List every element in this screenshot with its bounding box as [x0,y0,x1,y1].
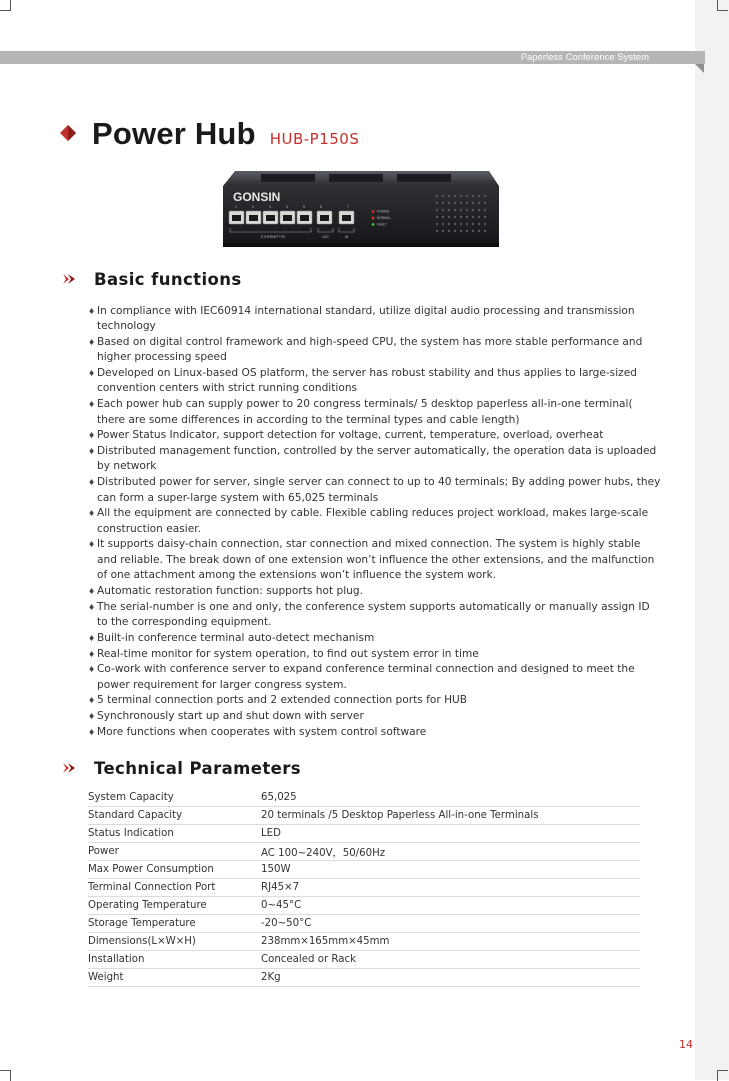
list-item: ♦ Each power hub can supply power to 20 congress terminals/ 5 desktop paperless all-in-one terminal( there are some differences in according to the terminal types and cable length) [88,397,663,428]
crop-mark-top-left [0,0,11,11]
list-item: ♦ Automatic restoration function: supports hot plug. [88,584,663,599]
param-value: 150W [261,861,640,879]
red-diamond-icon [58,124,78,142]
table-row [88,789,640,807]
list-item: ♦ The serial-number is one and only, the conference system supports automatically or manually assign ID to the corresponding equipment. [88,600,663,631]
led-label-normal: NORMAL [377,216,391,220]
page-side-strip [695,0,729,1080]
list-item: ♦ Co-work with conference server to expand conference terminal connection and designed to meet the power requirement for larger congress system. [88,662,663,693]
section-title: Basic functions [94,269,242,289]
list-item: ♦ More functions when cooperates with system control software [88,725,663,740]
param-value: 65,025 [261,789,640,807]
product-name: Power Hub [92,116,256,151]
list-item: ♦ All the equipment are connected by cable. Flexible cabling reduces project workload, makes large-scale construction easier. [88,506,663,537]
list-item: ♦ 5 terminal connection ports and 2 extended connection ports for HUB [88,693,663,708]
table-row [88,969,640,987]
table-row [88,933,640,951]
device-brand-label: GONSIN [233,190,281,204]
header-bar-fold [695,64,704,73]
port-number: 7 [347,205,349,209]
crop-mark-top-right [717,0,728,11]
list-item: ♦ Developed on Linux-based OS platform, the server has robust stability and thus applies to large-sized convention centers with strict running conditions [88,366,663,397]
param-value: Concealed or Rack [261,951,640,969]
param-value: 238mm×165mm×45mm [261,933,640,951]
param-key: Standard Capacity [88,807,261,825]
param-value: AC 100~240V，50/60Hz [261,843,640,861]
table-row [88,807,640,825]
table-row [88,861,640,879]
port-number: 1 [235,205,237,209]
param-key: Power [88,843,261,861]
port-number: 6 [320,205,322,209]
section-title: Technical Parameters [94,758,301,778]
param-value: 20 terminals /5 Desktop Paperless All-in-one Terminals [261,807,640,825]
list-item: ♦ Distributed power for server, single server can connect to up to 40 terminals; By adding power hubs, they can form a super-large system with 65,025 terminals [88,475,663,506]
led-label-power: POWER [377,209,390,214]
port-number: 5 [303,205,305,209]
list-item: ♦ It supports daisy-chain connection, star connection and mixed connection. The system is highly stable and reliable. The break down of one extension won’t influence the other extensions, and the malfunction of one attachment among the extensions won’t influence the system work. [88,537,663,583]
crop-mark-bottom-right [717,1070,728,1081]
port-group-label: OUT [322,235,329,239]
red-arrow-icon [62,762,76,774]
product-model: HUB-P150S [269,130,360,148]
param-key: System Capacity [88,789,261,807]
param-value: 2Kg [261,969,640,987]
param-key: Storage Temperature [88,915,261,933]
table-row [88,897,640,915]
list-item: ♦ Real-time monitor for system operation, to find out system error in time [88,647,663,662]
list-item: ♦ Based on digital control framework and high-speed CPU, the system has more stable performance and higher processing speed [88,335,663,366]
port-group-label: ETHERNET+PS [261,235,286,239]
header-bar [0,51,705,64]
red-arrow-icon [62,273,76,285]
param-value: -20~50°C [261,915,640,933]
list-item: ♦ Power Status Indicator, support detection for voltage, current, temperature, overload, overheat [88,428,663,443]
led-label-fault: FAULT [377,222,387,227]
param-key: Operating Temperature [88,897,261,915]
param-value: RJ45×7 [261,879,640,897]
basic-functions-heading [62,268,242,290]
param-key: Max Power Consumption [88,861,261,879]
port-number: 3 [269,205,271,209]
port-number: 2 [252,205,254,209]
param-key: Terminal Connection Port [88,879,261,897]
table-row [88,879,640,897]
param-value: 0~45°C [261,897,640,915]
param-key: Weight [88,969,261,987]
list-item: ♦ Synchronously start up and shut down with server [88,709,663,724]
port-number: 4 [286,205,288,209]
power-hub-device-image [221,170,501,250]
list-item: ♦ Built-in conference terminal auto-detect mechanism [88,631,663,646]
technical-parameters-heading [62,757,301,779]
table-row [88,915,640,933]
table-row [88,843,640,861]
port-group-label: IN [345,235,349,239]
crop-mark-bottom-left [0,1070,11,1081]
header-text: Paperless Conference System [520,52,649,63]
page-title [58,116,359,152]
param-key: Dimensions(L×W×H) [88,933,261,951]
page-number: 14 [679,1038,693,1051]
param-value: LED [261,825,640,843]
table-row [88,951,640,969]
list-item: ♦ In compliance with IEC60914 international standard, utilize digital audio processing and transmission technology [88,304,663,335]
basic-functions-list [88,304,663,741]
param-key: Status Indication [88,825,261,843]
param-key: Installation [88,951,261,969]
table-row [88,825,640,843]
list-item: ♦ Distributed management function, controlled by the server automatically, the operation data is uploaded by network [88,444,663,475]
technical-parameters-table [88,789,640,987]
